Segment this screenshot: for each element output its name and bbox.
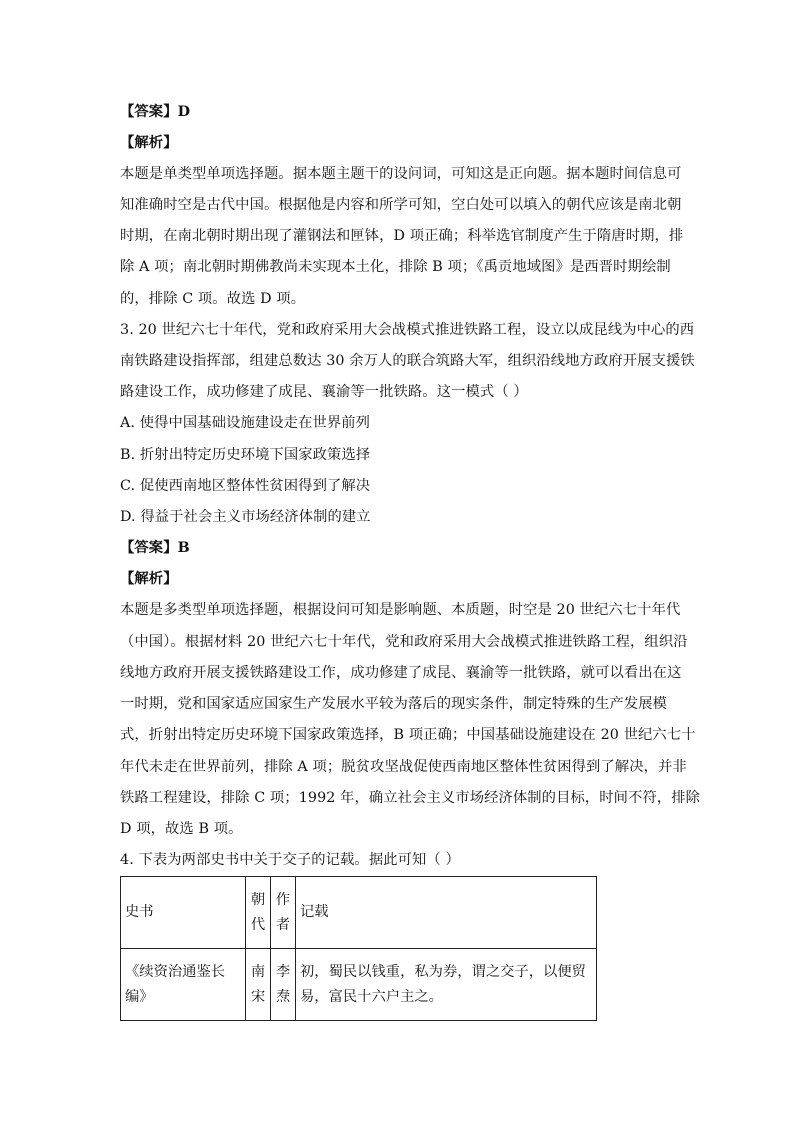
- q2-analysis-line: 除 A 项；南北朝时期佛教尚未实现本土化，排除 B 项；《禹贡地域图》是西晋时期绘制: [120, 259, 671, 275]
- cell-book: [121, 949, 246, 1021]
- q3-answer: 【答案】B: [120, 540, 190, 556]
- q3-stem-line: 3. 20 世纪六七十年代，党和政府采用大会战模式推进铁路工程，设立以成昆线为中心的西: [120, 322, 695, 338]
- q2-answer: 【答案】D: [120, 104, 191, 120]
- q2-analysis-line: 的，排除 C 项。故选 D 项。: [120, 291, 306, 307]
- q3-analysis-label: 【解析】: [120, 571, 178, 587]
- cell-author: [271, 949, 296, 1021]
- cell-dynasty: [246, 949, 271, 1021]
- table-row: [121, 949, 597, 1021]
- records-table: [120, 876, 597, 1021]
- cell-record-text: 初，蜀民以钱重，私为券，谓之交子，以便贸易，富民十六户主之。: [300, 963, 586, 1005]
- q3-stem-line: 路建设工作，成功修建了成昆、襄渝等一批铁路。这一模式（ ）: [120, 384, 528, 400]
- q2-analysis-line: 知准确时空是古代中国。根据他是内容和所学可知，空白处可以填入的朝代应该是南北朝: [120, 197, 682, 213]
- q3-option-c: C. 促使西南地区整体性贫困得到了解决: [120, 478, 371, 494]
- header-book-label: 史书: [125, 904, 154, 920]
- q3-analysis-line: （中国）。根据材料 20 世纪六七十年代，党和政府采用大会战模式推进铁路工程，组织沿: [120, 634, 688, 650]
- q3-stem-line: 南铁路建设指挥部，组建总数达 30 余万人的联合筑路大军，组织沿线地方政府开展支援铁: [120, 353, 695, 369]
- header-dynasty: [246, 877, 271, 949]
- cell-book-text: 《续资治通鉴长编》: [125, 963, 226, 1005]
- q3-analysis-line: 式，折射出特定历史环境下国家政策选择，B 项正确；中国基础设施建设在 20 世纪六七十: [120, 727, 696, 743]
- header-dynasty-label: 朝代: [250, 891, 266, 933]
- q3-option-b: B. 折射出特定历史环境下国家政策选择: [120, 447, 371, 463]
- q2-analysis-label: 【解析】: [120, 135, 178, 151]
- q3-option-a: A. 使得中国基础设施建设走在世界前列: [120, 415, 371, 431]
- header-author-label: 作者: [275, 891, 291, 933]
- header-record: [296, 877, 597, 949]
- header-record-label: 记载: [300, 904, 329, 920]
- header-book: [121, 877, 246, 949]
- q3-analysis-line: D 项，故选 B 项。: [120, 821, 243, 837]
- cell-record: [296, 949, 597, 1021]
- q3-analysis-line: 一时期，党和国家适应国家生产发展水平较为落后的现实条件，制定特殊的生产发展模: [120, 696, 668, 712]
- header-author: [271, 877, 296, 949]
- table-header-row: [121, 877, 597, 949]
- cell-author-text: 李焘: [275, 963, 291, 1005]
- q3-analysis-line: 年代未走在世界前列，排除 A 项；脱贫攻坚战促使西南地区整体性贫困得到了解决，并非: [120, 759, 687, 775]
- q2-analysis-line: 时期，在南北朝时期出现了灌钢法和匣钵，D 项正确；科举选官制度产生于隋唐时期，排: [120, 228, 684, 244]
- q3-analysis-line: 铁路工程建设，排除 C 项；1992 年，确立社会主义市场经济体制的目标，时间不符，排除: [120, 790, 701, 806]
- q2-analysis-line: 本题是单类型单项选择题。据本题主题干的设问词，可知这是正向题。据本题时间信息可: [120, 166, 682, 182]
- q4-stem: 4. 下表为两部史书中关于交子的记载。据此可知（ ）: [120, 852, 460, 868]
- cell-dynasty-text: 南宋: [250, 963, 266, 1005]
- q3-analysis-line: 线地方政府开展支援铁路建设工作，成功修建了成昆、襄渝等一批铁路，就可以看出在这: [120, 665, 682, 681]
- q3-analysis-line: 本题是多类型单项选择题，根据设问可知是影响题、本质题，时空是 20 世纪六七十年代: [120, 602, 681, 618]
- q3-option-d: D. 得益于社会主义市场经济体制的建立: [120, 509, 371, 525]
